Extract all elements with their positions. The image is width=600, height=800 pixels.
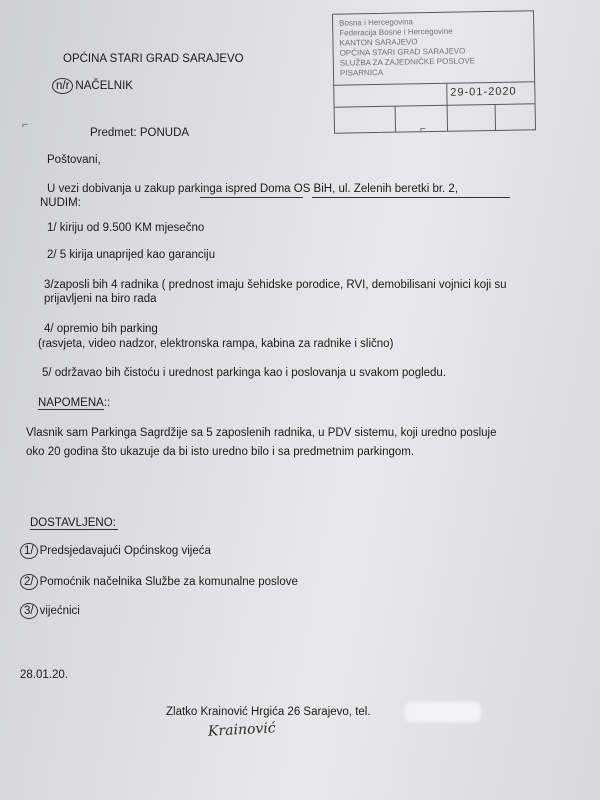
offer-label: NUDIM: xyxy=(40,197,81,209)
offer-item-5: 5/ održavao bih čistoću i urednost parkinga kao i poslovanja u svakom pogledu. xyxy=(42,367,447,379)
delivered-item xyxy=(20,574,298,590)
intro-paragraph: U vezi dobivanja u zakup parkinga ispred Doma OS BiH, ul. Zelenih beretki br. 2, xyxy=(47,183,459,195)
offer-item-4: 4/ opremio bih parking xyxy=(44,323,158,335)
delivered-recipient: Predsjedavajući Općinskog vijeća xyxy=(39,545,211,557)
sender-info: Zlatko Krainović Hrgića 26 Sarajevo, tel. xyxy=(166,706,371,718)
note-label: NAPOMENA:: xyxy=(38,397,111,409)
document-page: OPĆINA STARI GRAD SARAJEVO n/r NAČELNIK Bosna i Hercegovina Federacija Bosne i Hercegovine KANTON SARAJEVO OPĆINA STARI GRAD SARAJEVO SLUŽBA ZA ZAJEDNIČKE POSLOVE PISARNICA 29-01-2020 ⌐ ⌐ Predmet: PONUDA Poštovani, U vezi dobivanja u zakup parkinga ispred Doma OS BiH, ul. Zelenih beretki br. 2, NUDIM: 1/ kiriju od 9.500 KM mjesečno 2/ 5 kirija unaprijed kao garanciju 3/zaposli bih 4 radnika ( prednost imaju šehidske porodice, RVI, demobilisani vojnici koji su prijavljeni na biro rada 4/ opremio bih parking (rasvjeta, video nadzor, elektronska rampa, kabina za radnike i slično) 5/ održavao bih čistoću i urednost parkinga kao i poslovanja u svakom pogledu. NAPOMENA:: Vlasnik sam Parkinga Sagrdžije sa 5 zaposlenih radnika, u PDV sistemu, koji uredno posluje oko 20 godina što ukazuje da bi isto uredno bilo i sa predmetnim parkingom. DOSTAVLJENO: 1/ Predsjedavajući Općinskog vijeća 2/ Pomoćnik načelnika Službe za komunalne poslove 3/ vijećnici 28.01.20. Zlatko Krainović Hrgića 26 Sarajevo, tel. Krainović xyxy=(0,0,600,800)
stamp-line: Federacija Bosne i Hercegovine xyxy=(339,26,453,38)
offer-item-4-detail: (rasvjeta, video nadzor, elektronska rampa, kabina za radnike i slično) xyxy=(38,338,394,350)
municipality-name: OPĆINA STARI GRAD SARAJEVO xyxy=(63,53,244,65)
stamp-line: PISARNICA xyxy=(339,67,384,78)
registry-stamp xyxy=(332,10,536,134)
stamp-line: SLUŽBA ZA ZAJEDNIČKE POSLOVE xyxy=(339,56,476,68)
attention-line xyxy=(52,78,133,94)
stamp-line: OPĆINA STARI GRAD SARAJEVO xyxy=(339,46,466,58)
offer-item-1: 1/ kiriju od 9.500 KM mjesečno xyxy=(47,222,205,234)
delivered-number: 1/ xyxy=(20,543,38,559)
stamp-line: KANTON SARAJEVO xyxy=(339,37,418,48)
delivered-number: 3/ xyxy=(20,603,38,619)
subject-line: Predmet: PONUDA xyxy=(90,127,190,139)
delivered-number: 2/ xyxy=(20,574,38,590)
note-paragraph: Vlasnik sam Parkinga Sagrdžije sa 5 zaposlenih radnika, u PDV sistemu, koji uredno posluje oko 20 godina što ukazuje da bi isto uredno bilo i sa predmetnim parkingom. xyxy=(26,427,497,458)
stamp-received-date: 29-01-2020 xyxy=(450,85,517,99)
stamp-line: Bosna i Hercegovina xyxy=(339,17,414,28)
attention-prefix: n/r xyxy=(52,78,73,94)
attention-name: NAČELNIK xyxy=(75,80,133,92)
redacted-phone xyxy=(405,702,481,722)
delivered-item xyxy=(20,603,80,619)
delivered-recipient: vijećnici xyxy=(39,605,80,617)
offer-item-2: 2/ 5 kirija unaprijed kao garanciju xyxy=(47,249,216,261)
handwritten-signature: Krainović xyxy=(207,720,277,740)
letter-date: 28.01.20. xyxy=(20,669,68,681)
salutation: Poštovani, xyxy=(47,154,101,166)
delivered-label: DOSTAVLJENO: xyxy=(30,517,116,529)
delivered-recipient: Pomoćnik načelnika Službe za komunalne poslove xyxy=(39,576,298,588)
delivered-item xyxy=(20,543,211,559)
offer-item-3: 3/zaposli bih 4 radnika ( prednost imaju šehidske porodice, RVI, demobilisani vojnici koji su prijavljeni na biro rada xyxy=(44,279,507,305)
